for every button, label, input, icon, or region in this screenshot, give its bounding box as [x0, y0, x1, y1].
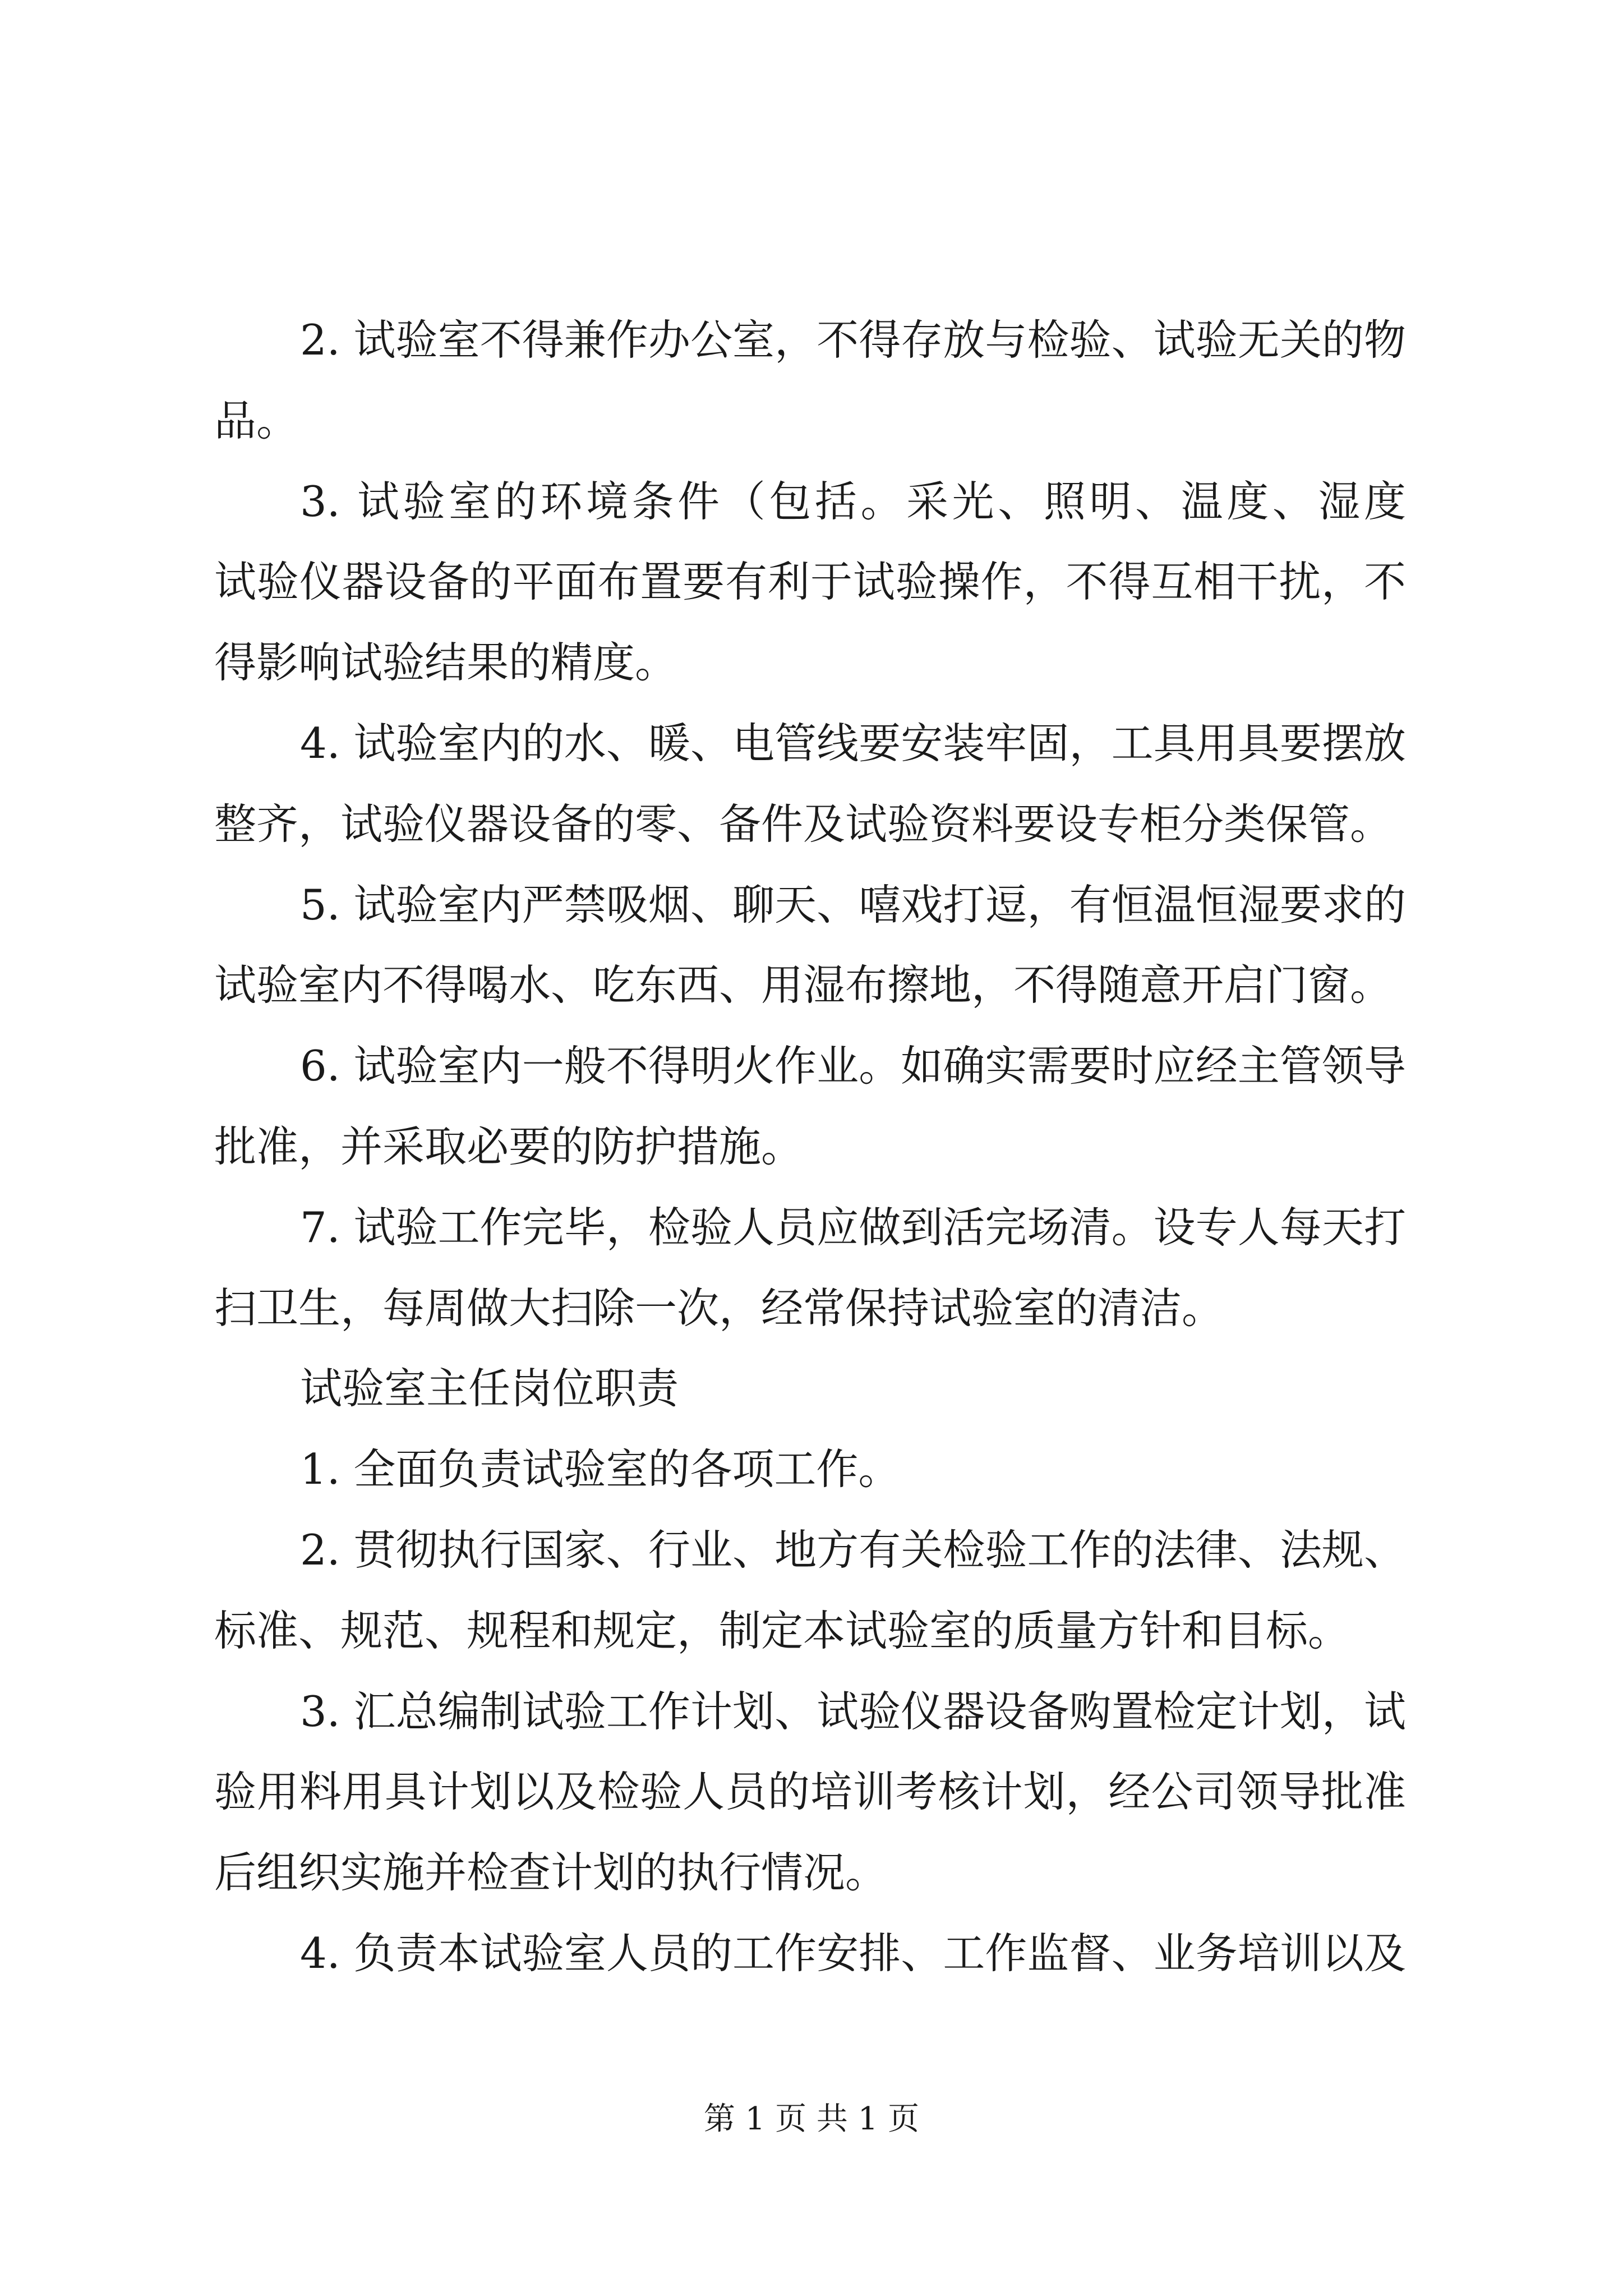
paragraph-line: 4. 负责本试验室人员的工作安排、工作监督、业务培训以及	[300, 1928, 1406, 1978]
paragraph	[214, 1672, 1406, 1913]
paragraph-line: 3. 试验室的环境条件（包括。采光、照明、温度、湿度	[300, 476, 1406, 526]
paragraph-line: 品。	[214, 395, 299, 445]
paragraph	[214, 1913, 1406, 1994]
paragraph	[214, 1429, 1406, 1510]
paragraph-line: 试验室内不得喝水、吃东西、用湿布擦地，不得随意开启门窗。	[214, 960, 1393, 1010]
paragraph-line: 得影响试验结果的精度。	[214, 638, 677, 688]
paragraph-line: 验用料用具计划以及检验人员的培训考核计划，经公司领导批准	[214, 1767, 1406, 1817]
paragraph	[214, 462, 1406, 703]
paragraph-line: 整齐，试验仪器设备的零、备件及试验资料要设专柜分类保管。	[214, 799, 1393, 849]
paragraph	[214, 865, 1406, 1027]
paragraph-line: 标准、规范、规程和规定，制定本试验室的质量方针和目标。	[214, 1605, 1350, 1655]
paragraph-line: 批准，并采取必要的防护措施。	[214, 1121, 804, 1171]
paragraph-line: 2. 试验室不得兼作办公室，不得存放与检验、试验无关的物	[300, 315, 1406, 365]
paragraph-line: 3. 汇总编制试验工作计划、试验仪器设备购置检定计划，试	[300, 1686, 1406, 1736]
document-body	[214, 300, 1406, 1994]
paragraph-line: 6. 试验室内一般不得明火作业。如确实需要时应经主管领导	[300, 1041, 1406, 1091]
paragraph-line: 1. 全面负责试验室的各项工作。	[300, 1444, 901, 1494]
paragraph-line: 7. 试验工作完毕，检验人员应做到活完场清。设专人每天打	[300, 1202, 1406, 1252]
paragraph-line: 5. 试验室内严禁吸烟、聊天、嘻戏打逗，有恒温恒湿要求的	[300, 880, 1406, 930]
paragraph-line: 4. 试验室内的水、暖、电管线要安装牢固，工具用具要摆放	[300, 718, 1406, 768]
paragraph-line: 扫卫生，每周做大扫除一次，经常保持试验室的清洁。	[214, 1283, 1224, 1333]
paragraph	[214, 1188, 1406, 1349]
paragraph	[214, 1510, 1406, 1672]
section-heading: 试验室主任岗位职责	[300, 1364, 679, 1414]
paragraph	[214, 1026, 1406, 1188]
paragraph-line: 试验仪器设备的平面布置要有利于试验操作，不得互相干扰，不	[214, 557, 1406, 607]
page-number-footer: 第 1 页 共 1 页	[703, 2101, 920, 2137]
paragraph	[214, 300, 1406, 462]
paragraph-line: 2. 贯彻执行国家、行业、地方有关检验工作的法律、法规、	[300, 1525, 1406, 1575]
paragraph-line: 后组织实施并检查计划的执行情况。	[214, 1848, 888, 1898]
paragraph	[214, 703, 1406, 865]
